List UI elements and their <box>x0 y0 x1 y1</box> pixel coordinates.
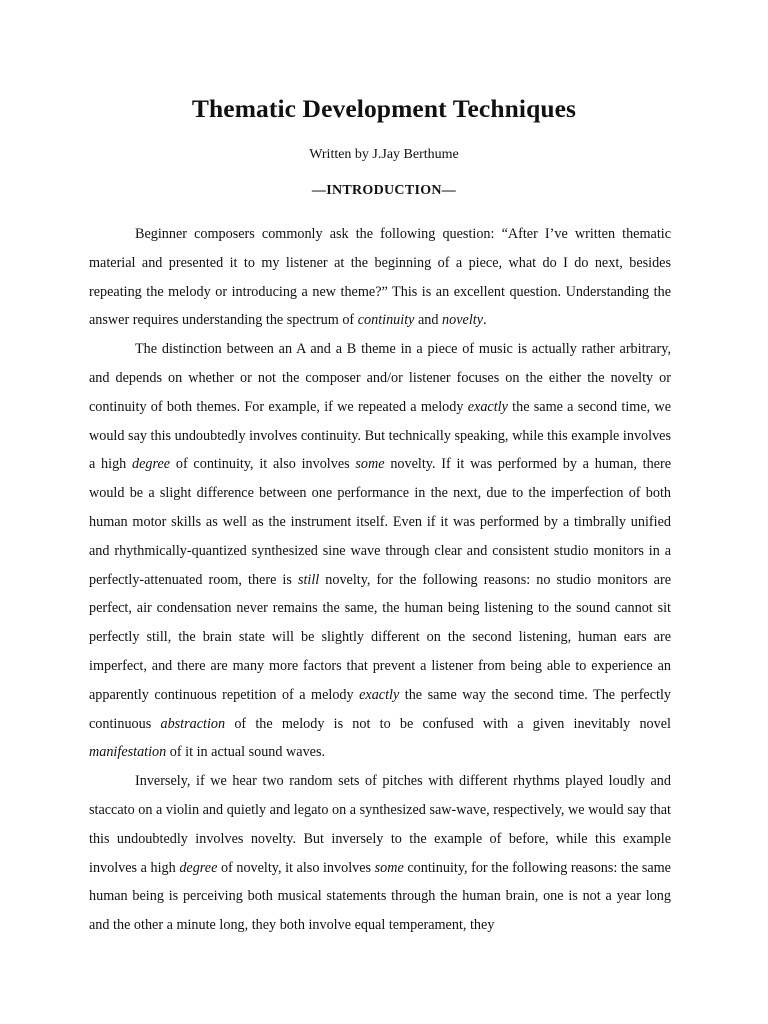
emphasized-text: manifestation <box>89 744 167 761</box>
text-run: Inversely, if we hear two random sets of pitches with different rhythms played loudly and staccato on a violin and quietly and legato on a synthesized saw-wave, respectively, we would say that this undoubtedly involves novelty. But inversely to the example of before, while this example involves a high <box>89 773 671 876</box>
emphasized-text: degree <box>132 456 171 473</box>
text-run: the same a second time, we would say this undoubtedly involves continuity. But technically speaking, while this example involves a high <box>89 398 672 473</box>
document-author: Written by J.Jay Berthume <box>309 147 459 162</box>
text-run: . <box>483 312 487 329</box>
document-title: Thematic Development Techniques <box>191 94 577 123</box>
emphasized-text: novelty <box>442 312 484 329</box>
emphasized-text: continuity <box>357 312 415 329</box>
emphasized-text: degree <box>179 859 218 876</box>
text-run: of novelty, it also involves <box>217 859 375 876</box>
text-run: of it in actual sound waves. <box>166 744 326 761</box>
body-paragraph <box>89 220 671 335</box>
emphasized-text: some <box>374 859 404 876</box>
text-run: novelty, for the following reasons: no studio monitors are perfect, air condensation never remains the same, the human being listening to the sound cannot sit perfectly still, the brain state will be slightly different on the second listening, human ears are imperfect, and there are many more factors that prevent a listener from being able to experience an apparently continuous repetition of a melody <box>89 571 672 703</box>
body-paragraph <box>89 335 671 767</box>
document-body <box>89 220 671 940</box>
text-run: Beginner composers commonly ask the following question: “After I’ve written thematic material and presented it to my listener at the beginning of a piece, what do I do next, besides repeating the melody or introducing a new theme?” This is an excellent question. Understanding the answer requires understanding the spectrum of <box>89 226 671 329</box>
text-run: continuity, for the following reasons: the same human being is perceiving both musical statements through the human brain, one is not a year long and the other a minute long, they both involve equal temperament, they <box>89 859 671 934</box>
text-run: novelty. If it was performed by a human, there would be a slight difference between one performance in the next, due to the imperfection of both human motor skills as well as the instrument itself. Even if it was performed by a timbrally unified and rhythmically-quantized synthesized sine wave through clear and consistent studio monitors in a perfectly-attenuated room, there is <box>89 456 671 588</box>
emphasized-text: abstraction <box>160 715 226 732</box>
emphasized-text: exactly <box>467 398 508 415</box>
text-run: of the melody is not to be confused with a given inevitably novel <box>225 715 671 732</box>
emphasized-text: some <box>355 456 385 473</box>
emphasized-text: exactly <box>359 686 400 703</box>
text-run: The distinction between an A and a B theme in a piece of music is actually rather arbitrary, and depends on whether or not the composer and/or listener focuses on the either the novelty or continuity of both themes. For example, if we repeated a melody <box>89 341 671 415</box>
section-heading: —INTRODUCTION— <box>311 183 457 198</box>
body-paragraph <box>89 767 671 940</box>
text-run: and <box>414 312 443 329</box>
text-run: the same way the second time. The perfectly continuous <box>89 686 671 732</box>
text-run: of continuity, it also involves <box>170 456 356 473</box>
emphasized-text: still <box>297 571 320 588</box>
